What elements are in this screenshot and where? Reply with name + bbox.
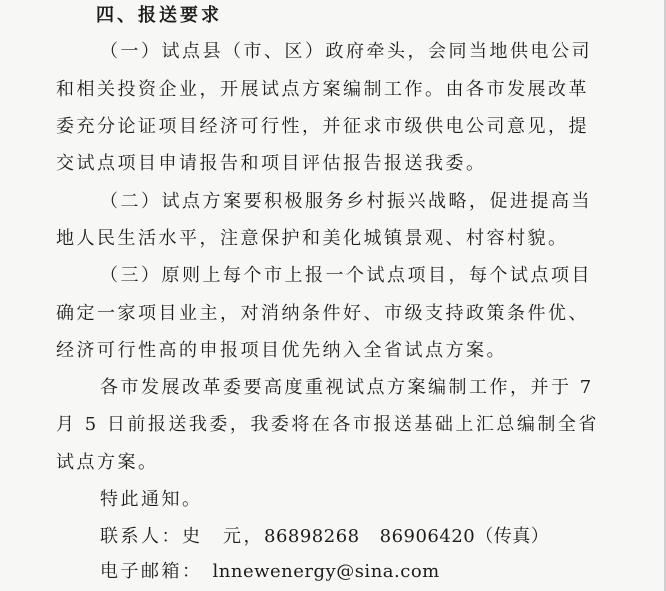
paragraph-line: 各市发展改革委要高度重视试点方案编制工作，并于 7 (100, 377, 594, 398)
paragraph-line: 委充分论证项目经济可行性，并征求市级供电公司意见，提 (56, 116, 589, 137)
paragraph-line: 交试点项目申请报告和项目评估报告报送我委。 (56, 153, 487, 174)
paragraph-line: 地人民生活水平，注意保护和美化城镇景观、村容村貌。 (56, 228, 569, 249)
contact-phone: 86898268 (264, 526, 360, 547)
paragraph-line: （三）原则上每个市上报一个试点项目，每个试点项目 (100, 265, 592, 286)
contact-label: 联系人： (100, 526, 182, 547)
contact-line (100, 525, 549, 549)
section-heading: 四、报送要求 (96, 5, 222, 26)
paragraph-line: 月 5 日前报送我委，我委将在各市报送基础上汇总编制全省 (56, 414, 599, 435)
email-address: lnnewenergy@sina.com (212, 561, 440, 582)
paragraph-line: 试点方案。 (56, 452, 159, 473)
paragraph-line: 和相关投资企业，开展试点方案编制工作。由各市发展改革 (56, 79, 589, 100)
paragraph-line: （一）试点县（市、区）政府牵头，会同当地供电公司 (100, 41, 592, 62)
email-line (100, 560, 440, 584)
paragraph-line: （二）试点方案要积极服务乡村振兴战略，促进提高当 (100, 191, 592, 212)
paragraph-line: 经济可行性高的申报项目优先纳入全省试点方案。 (56, 340, 507, 361)
contact-fax: 86906420（传真） (379, 526, 550, 547)
notice-text: 特此通知。 (100, 489, 203, 510)
contact-name: 史 元， (182, 526, 264, 547)
paragraph-line: 确定一家项目业主，对消纳条件好、市级支持政策条件优、 (56, 303, 589, 324)
email-label: 电子邮箱： (100, 561, 203, 582)
